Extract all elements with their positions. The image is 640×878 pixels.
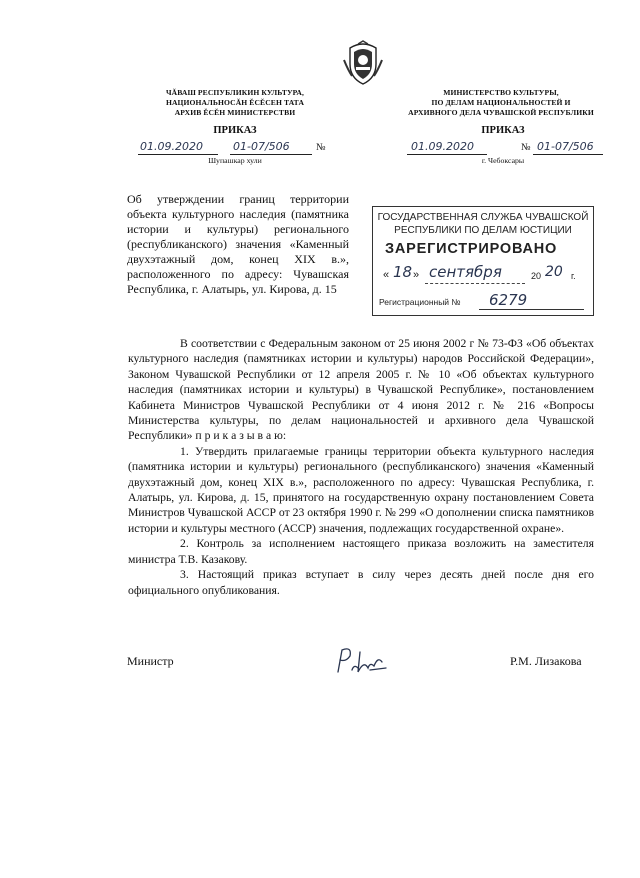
body-paragraph-item-2: 2. Контроль за исполнением настоящего приказа возложить на заместителя министра Т.В. Казакову. <box>128 537 594 566</box>
signatory-name: Р.М. Лизакова <box>510 654 582 668</box>
body-paragraph-item-3: 3. Настоящий приказ вступает в силу через десять дней после дня его официального опубликования. <box>128 568 594 597</box>
left-date-number-line <box>138 140 333 156</box>
left-order-number: 01-07/506 <box>233 140 290 153</box>
right-prikaz-heading: ПРИКАЗ <box>481 125 525 136</box>
stamp-reg-number: 6279 <box>489 291 528 309</box>
order-title: Об утверждении границ территории объекта культурного наследия (памятника истории и культуры) регионального (республиканского) значения «Каменный двухэтажный дом, конец XIX в.», расположенного по адресу: Чувашская Республика, г. Алатырь, ул. Кирова, д. 15 <box>127 192 349 296</box>
left-header-line2: НАЦИОНАЛЬНОСĂН ĔСĔСЕН ТАТА <box>165 98 305 107</box>
left-date-underline <box>138 154 218 155</box>
stamp-year-prefix: 20 <box>531 271 542 281</box>
stamp-year-suffix: г. <box>571 271 576 281</box>
right-date-underline <box>407 154 487 155</box>
right-header-line3: АРХИВНОГО ДЕЛА ЧУВАШСКОЙ РЕСПУБЛИКИ <box>408 108 594 117</box>
stamp-month: сентября <box>429 263 502 281</box>
right-number-sign: № <box>521 142 531 153</box>
left-number-sign: № <box>316 142 326 153</box>
stamp-date-line: « 18 » сентября 20 20 г. <box>383 263 588 285</box>
left-header-line1: ЧĂВАШ РЕСПУБЛИКИН КУЛЬТУРА, <box>165 88 305 97</box>
stamp-day: 18 <box>393 263 413 281</box>
body-paragraph-preamble: В соответствии с Федеральным законом от 25 июня 2002 г № 73-ФЗ «Об объектах культурного наследия (памятниках истории и культуры) народов Российской Федерации», Законом Чувашской Республики от 12 апреля 2005 г. № 10 «Об объектах культурного наследия (памятниках истории и культуры) в Чувашской Республике», постановлением Кабинета Министров Чувашской Республики от 4 июня 2012 г. № 216 «Вопросы Министерства культуры, по делам национальностей и архивного дела Чувашской Республики» п р и к а з ы в а ю: <box>128 337 594 443</box>
right-date-number-line <box>407 140 607 156</box>
right-ministry-header <box>400 88 602 118</box>
right-number-underline <box>533 154 603 155</box>
handwritten-signature <box>330 642 390 678</box>
left-ministry-header <box>150 88 320 118</box>
stamp-line1: ГОСУДАРСТВЕННАЯ СЛУЖБА ЧУВАШСКОЙ <box>377 212 589 223</box>
right-header-line2: ПО ДЕЛАМ НАЦИОНАЛЬНОСТЕЙ И <box>431 98 571 107</box>
stamp-year: 20 <box>545 264 563 280</box>
left-order-date: 01.09.2020 <box>140 140 203 153</box>
signatory-position: Министр <box>127 654 174 668</box>
body-paragraph-item-1: 1. Утвердить прилагаемые границы территории объекта культурного наследия (памятника истории и культуры) регионального (республиканского) значения «Каменный двухэтажный дом, конец XIX в.», расположенного по адресу: Чувашская Республика, г. Алатырь, ул. Кирова, д. 15, принятого на государственную охрану постановлением Совета Министров Чувашской АССР от 23 октября 1990 г. № 299 «О дополнении списка памятников истории и культуры местного (АССР) значения, подлежащих государственной охране». <box>128 444 594 535</box>
stamp-reg-line <box>379 291 589 311</box>
left-city: Шупашкар хули <box>208 156 262 165</box>
right-header-line1: МИНИСТЕРСТВО КУЛЬТУРЫ, <box>443 88 559 97</box>
stamp-registered: ЗАРЕГИСТРИРОВАНО <box>385 241 558 257</box>
registration-stamp <box>372 206 594 316</box>
coat-of-arms-emblem <box>340 40 386 86</box>
stamp-line2: РЕСПУБЛИКИ ПО ДЕЛАМ ЮСТИЦИИ <box>394 225 572 236</box>
right-city: г. Чебоксары <box>481 156 525 165</box>
order-body <box>128 336 594 598</box>
right-order-date: 01.09.2020 <box>411 140 474 153</box>
right-order-number: 01-07/506 <box>537 140 594 153</box>
left-number-underline <box>230 154 312 155</box>
left-header-line3: АРХИВ ĔСĔН МИНИСТЕРСТВИ <box>174 108 296 117</box>
stamp-reg-label: Регистрационный № <box>379 297 461 307</box>
left-prikaz-heading: ПРИКАЗ <box>213 125 257 136</box>
